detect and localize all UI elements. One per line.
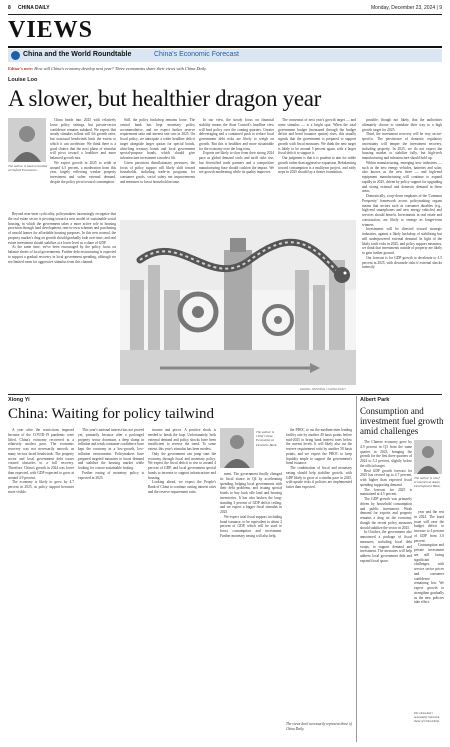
article1-col1: [50, 118, 116, 210]
editor-note-label: Editor's note:: [8, 66, 34, 71]
issue-date: Monday, December 23, 2024 | 9: [371, 5, 442, 11]
paragraph: Given persistent disinflationary pressures, the focus of policy support will likely shift toward households, including trade-in programs for consumer goods, social safety net improvements and measures to boost household income.: [120, 160, 195, 184]
paragraph: In October, the government also announced a package of fiscal measures, including local debt swaps, to support demand and investment. The measures will help address local government debt and expand fiscal space.: [360, 530, 412, 563]
article1-col2: [8, 212, 116, 387]
article2-disclaimer: The views don't necessarily represent those of China Daily.: [286, 722, 352, 731]
article-divider: [8, 394, 442, 395]
banner-subtitle: China's Economic Forecast: [154, 51, 239, 58]
paragraph: Still, the policy backdrop remains loose. The central bank has kept monetary policy accommodative, and we expect further reserve requirement ratio and interest rate cuts in 2025. On fiscal policy, we anticipate a wider headline deficit target alongside larger quotas for special bonds, ultra-long treasury bonds and local government special-purpose bonds, which should give infrastructure investment a modest lift.: [120, 118, 195, 160]
paragraph: income and prices. A positive shock is needed to break the loop. Unfortunately, both external demand and policy shocks have been insufficient to reverse the trend. To some extent, this year's stimulus has been modest.: [148, 428, 216, 451]
paragraph: Further easing of monetary policy is expected in 2025.: [78, 470, 144, 480]
paragraph: possible, though not likely, that the authorities ultimately choose to stimulate their way to a high growth target for 2025.: [362, 118, 442, 132]
article2-col3: [148, 428, 216, 740]
paragraph: The GDP growth was primarily driven by household consumption and public investment. Weak demand for exports and property remains a drag on the economy, though the recent policy measures should stabilize the sector in 2025.: [360, 497, 412, 530]
paragraph: Beyond near-term cyclicality, policymakers increasingly recognize that the real estate sector is pivoting toward a new model of sustainable social housing, in which the government takes a more active role in housing provision through land development, rent-to-own schemes and purchasing of unsold homes for affordable housing purposes. In this new normal, the property market's drag on growth should gradually fade over time, and real estate investment should stabilize at a lower level as a share of GDP.: [8, 212, 116, 245]
article2-col2: [78, 428, 144, 740]
paragraph: At the same time, we've been encouraged by the policy focus on balance sheets of local governments. Further debt restructuring is expected to support a gradual recovery in local government spending, although we see limited room for aggressive stimulus from this channel.: [8, 245, 116, 264]
article2-col4: [220, 472, 282, 740]
article3-headline: Consumption and investment fuel growth amid challenges: [360, 406, 444, 436]
article3-disclaimer: The views don't necessarily represent those of China Daily.: [414, 711, 440, 723]
dragon-illustration: [120, 220, 356, 385]
column-divider: [356, 396, 357, 742]
paragraph: A year after the restrictions imposed because of the COVID-19 pandemic were lifted, China's economy recovered at a relatively modest pace. The economic recovery was not necessarily smooth, as many sectors faced headwinds. The property sector and local government debt issues created obstacles to a full recovery. Therefore, China's growth in 2024 was lower than expected, with GDP expected to grow at around 4.9 percent.: [8, 428, 74, 480]
paragraph: The economy is likely to grow by 4.7 percent in 2025, as policy support becomes more visible.: [8, 480, 74, 494]
paragraph: Real GDP growth forecast for 2025 has revised up to 4.7 percent, with higher than expected fiscal spending supporting demand.: [360, 468, 412, 487]
article1-col6: [362, 118, 442, 388]
editor-note-text: How will China's economy develop next year? Three economists share their views with China Daily.: [34, 66, 207, 71]
article2-author-note: The author is Chief China Economist at Deutsche Bank.: [256, 430, 278, 447]
author-photo: [8, 118, 46, 162]
paragraph: ment. The government finally changed its fiscal stance in Q4 by accelerating spending, helping local governments with their debt problems, and issuing special bonds to buy back idle land and housing inventories. It has also broken the long-standing 3 percent of GDP deficit ceiling, and we expect a bigger fiscal stimulus in 2025.: [220, 472, 282, 514]
article1-col3: [120, 118, 195, 218]
article1-col4: [199, 118, 274, 218]
section-rule: [8, 46, 442, 48]
paragraph: Within manufacturing, emerging new industries — such as the new energy vehicles, batteries and solar, also known as the new three — and high-end equipment manufacturing will continue to expand rapidly in 2025, driven by policy support for upgrading and strong external and domestic demand in these areas.: [362, 160, 442, 194]
paragraph: Our forecast is for GDP growth to decelerate to 4.5 percent in 2025, with downside risks if external shocks intensify.: [362, 255, 442, 270]
author-silhouette-icon: [414, 440, 442, 474]
paper-name: CHINA DAILY: [18, 5, 50, 11]
section-title: VIEWS: [8, 17, 94, 43]
article2-col5: [286, 428, 352, 718]
paragraph: Only the government can jump start the economy through fiscal and monetary policy. We expect the fiscal deficit to rise to around 4 percent of GDP, and local government special bonds to increase to support infrastructure and housing.: [148, 451, 216, 480]
paragraph: This year's national interest has not proved yet, primarily because after a prolonged property sector downturn, a deep slump in inflation and weak consumer confidence have kept the economy in a low-growth, low-inflation environment. Policymakers have prepared targeted measures to boost demand and stabilize the housing market while looking for a more sustainable footing.: [78, 428, 144, 470]
article1-col5: [278, 118, 356, 218]
paragraph: Looking ahead, we expect the People's Bank of China to continue cutting interest rates and the reserve requirement ratio.: [148, 480, 216, 494]
article1-author-note: The author is lead economist at Oxford Economics.: [8, 164, 48, 173]
article3-author-note: The author is chief economist at Asian Development Bank.: [414, 476, 441, 489]
paragraph: Consumption and private investment are still facing significant challenges, with service sector prices and consumer confidence remaining low. We expect growth to strengthen gradually as the new policies take effect.: [414, 543, 444, 605]
article2-headline: China: Waiting for policy tailwind: [8, 406, 214, 422]
article3-col3: [414, 510, 444, 710]
paragraph: the PBOC to cut the medium-term lending facility rate by another 40 basis points before mid-2025 to bring bank interest rates below the current levels. It will likely also cut the reserve requirement ratio by another 50 basis points, and we expect the PBOC to keep liquidity ample to support the government's bond issuance.: [286, 428, 352, 466]
article2-col1: [8, 428, 74, 740]
paragraph: Our judgment is that it is prudent to aim for stable growth rather than aggressive expansion. Rebalancing toward consumption is a multiyear project, and early steps in 2025 should lay a firmer foundation.: [278, 156, 356, 175]
paragraph: The consensus of next year's growth target — and some stimulus — is a bright spot. When the total government budget (measured through the budget deficit and bond issuance quotas) rises, this usually signals that the government is prepared to support growth with fiscal measures. We think the new target is likely to be around 5 percent again, with a larger fiscal deficit to support it.: [278, 118, 356, 156]
paragraph: The combination of fiscal and monetary easing should help stabilize growth, with GDP likely to grow at a similar pace in 2025, with upside risks if policies are implemented faster than expected.: [286, 466, 352, 489]
paragraph: The forecast for 2025 is maintained at 4.5 percent.: [360, 487, 412, 497]
author-photo: [220, 428, 254, 468]
author-silhouette-icon: [220, 428, 254, 468]
paragraph: year and the rest in 2024. The bond issue will ease the budget deficit to increase to 4 percent of GDP from 3.0 percent.: [414, 510, 444, 543]
page-header: [8, 4, 442, 14]
article2-byline: Xiong Yi: [8, 397, 30, 403]
author-silhouette-icon: [8, 118, 46, 162]
illustration-caption: ZHANG JIANXING / CHINA DAILY: [300, 387, 347, 391]
paragraph: In our view, the steady focus on financial stability means the State Council's headline view will lead policy over the coming quarters. Greater deleveraging and a continued push to reduce local government debt risks are likely to weigh on growth. But this is healthier and more sustainable for the economy over the long term.: [199, 118, 274, 151]
article3-col1: [360, 440, 412, 740]
article3-byline: Albert Park: [360, 397, 390, 403]
paragraph: Investments will be directed toward strategic industries, against a likely backdrop of stabilizing but still underpowered external demand. In light of the likely tariff risks in 2025, and policy support measures, we think that investments outside of property are likely to gain further ground.: [362, 227, 442, 255]
paragraph: China heads into 2025 with relatively loose policy settings, but private-sector confidence remains subdued. We expect that steady stimulus rollout will lift growth rates, but structural headwinds limit the extent to which it can accelerate. We think there is a good chance that the next phase of stimulus will pivot toward a healthier and more balanced growth mix.: [50, 118, 116, 160]
paragraph: Exports are likely to slow from their strong 2024 pace as global demand cools and tariff risks rise, but diversified trade partners and a competitive manufacturing base should cushion the impact. We see growth moderating while its quality improves.: [199, 151, 274, 175]
paragraph: The Chinese economy grew by 4.9 percent in Q3 from the same quarter in 2023, bringing the growth for the first three quarters of 2024 to 5.2 percent, slightly below the official target.: [360, 440, 412, 468]
paragraph: We expect total fiscal support, including bond issuance, to be equivalent to about 2 percent of GDP, which will be used to boost consumption and investment. Further monetary easing will also help.: [220, 514, 282, 538]
paragraph: We expect growth in 2025 to settle at around 4.5 percent, a moderation from this year, largely reflecting weaker property investment and softer external demand, despite the policy pivot toward consumption.: [50, 160, 116, 184]
globe-icon: [11, 51, 20, 60]
header-rule: [8, 14, 442, 15]
article1-byline: Louise Loo: [8, 77, 38, 83]
editor-note: [8, 66, 207, 71]
banner-title: China and the World Roundtable: [23, 51, 132, 58]
page-number: 8: [8, 5, 11, 11]
paragraph: Third, the investment recovery will be very sector-specific. The persistence of domestic regulatory uncertainty will temper the investment recovery, including property. In 2025, we do not expect the housing market to stabilize fully, but high-tech manufacturing and infrastructure should hold up.: [362, 132, 442, 160]
paragraph: Domestically, a top-down emphasis of the 'Common Prosperity' framework across policymaking organs means that sectors such as consumer durables (e.g., high-end smartphones and new energy vehicles) and services should benefit. Investments in real estate and construction, are likely to emerge as longer-term winners.: [362, 194, 442, 227]
author-photo: [414, 440, 442, 474]
article1-headline: A slower, but healthier dragon year: [8, 86, 322, 111]
column-banner: [8, 49, 442, 62]
